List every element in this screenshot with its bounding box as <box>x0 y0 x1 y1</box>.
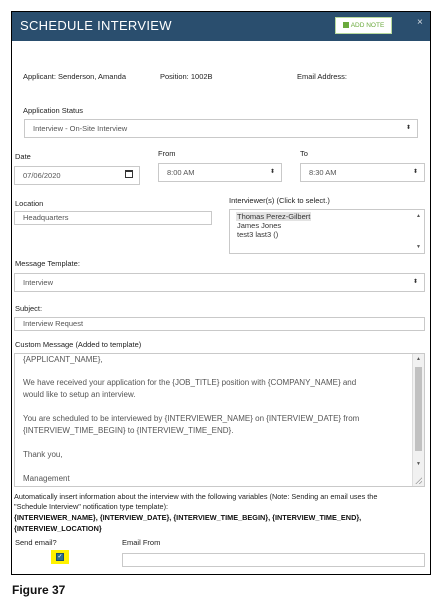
message-template-select[interactable] <box>14 273 425 292</box>
schedule-interview-dialog <box>11 11 431 575</box>
subject-label: Subject: <box>15 304 43 313</box>
message-line: We have received your application for the {JOB_TITLE} position with {COMPANY_NAME} and <box>23 378 357 387</box>
resize-grip-icon[interactable] <box>415 477 422 484</box>
to-time-value: 8:30 AM <box>309 168 337 177</box>
subject-value: Interview Request <box>23 319 84 328</box>
chevron-updown-icon: ⬍ <box>269 169 275 175</box>
variables-list: {INTERVIEW_LOCATION} <box>14 524 102 533</box>
applicant-info: Applicant: Senderson, Amanda <box>23 72 126 81</box>
scroll-up-icon[interactable]: ▲ <box>416 356 421 362</box>
subject-input[interactable] <box>14 317 425 331</box>
application-status-select[interactable] <box>24 119 418 138</box>
interviewer-option-selected[interactable]: Thomas Perez-Gilbert <box>237 212 311 221</box>
variables-note-line: "Schedule Interview" notification type template): <box>14 502 169 511</box>
email-address-info: Email Address: <box>297 72 348 81</box>
note-icon <box>343 22 349 28</box>
add-note-label: ADD NOTE <box>350 22 385 29</box>
scroll-up-icon[interactable]: ▲ <box>416 213 421 219</box>
interviewers-listbox[interactable] <box>229 209 425 254</box>
message-line: Management <box>23 474 70 483</box>
email-from-input[interactable] <box>122 553 425 567</box>
close-icon[interactable]: × <box>417 17 423 28</box>
message-template-value: Interview <box>23 278 54 287</box>
email-from-label: Email From <box>122 538 161 547</box>
message-template-label: Message Template: <box>15 259 80 268</box>
send-email-highlight <box>51 550 69 564</box>
location-input[interactable] <box>14 211 212 225</box>
figure-caption: Figure 37 <box>12 583 66 597</box>
date-input[interactable] <box>14 166 140 185</box>
dialog-header <box>12 12 430 41</box>
position-info: Position: 1002B <box>160 72 213 81</box>
date-value: 07/06/2020 <box>23 171 61 180</box>
message-line: {INTERVIEW_TIME_BEGIN} to {INTERVIEW_TIME_END}. <box>23 426 234 435</box>
chevron-updown-icon: ⬍ <box>412 169 418 175</box>
custom-message-textarea[interactable] <box>14 353 425 487</box>
scroll-down-icon[interactable]: ▼ <box>416 461 421 467</box>
from-time-value: 8:00 AM <box>167 168 195 177</box>
to-time-select[interactable] <box>300 163 425 182</box>
location-label: Location <box>15 199 44 208</box>
variables-list: {INTERVIEWER_NAME}, {INTERVIEW_DATE}, {INTERVIEW_TIME_BEGIN}, {INTERVIEW_TIME_END}, <box>14 513 362 522</box>
from-time-select[interactable] <box>158 163 282 182</box>
message-line: {APPLICANT_NAME}, <box>23 355 103 364</box>
interviewers-label: Interviewer(s) (Click to select.) <box>229 196 330 205</box>
chevron-updown-icon: ⬍ <box>405 125 411 131</box>
message-line: Thank you, <box>23 450 63 459</box>
send-email-checkbox[interactable]: ✓ <box>57 554 63 560</box>
message-scrollbar[interactable] <box>412 354 424 486</box>
scroll-down-icon[interactable]: ▼ <box>416 244 421 250</box>
to-label: To <box>300 149 308 158</box>
date-label: Date <box>15 152 31 161</box>
dialog-title: SCHEDULE INTERVIEW <box>20 18 172 33</box>
send-email-label: Send email? <box>15 538 57 547</box>
interviewer-option[interactable]: test3 last3 () <box>237 230 279 239</box>
scrollbar-thumb[interactable] <box>415 367 422 451</box>
message-line: would like to setup an interview. <box>23 390 136 399</box>
calendar-icon[interactable] <box>125 170 133 178</box>
from-label: From <box>158 149 176 158</box>
application-status-label: Application Status <box>23 106 84 115</box>
chevron-updown-icon: ⬍ <box>412 279 418 285</box>
add-note-button[interactable] <box>335 17 392 34</box>
custom-message-label: Custom Message (Added to template) <box>15 340 142 349</box>
interviewer-option[interactable]: James Jones <box>237 221 282 230</box>
location-value: Headquarters <box>23 213 69 222</box>
message-line: You are scheduled to be interviewed by {INTERVIEWER_NAME} on {INTERVIEW_DATE} from <box>23 414 360 423</box>
application-status-value: Interview - On-Site Interview <box>33 124 128 133</box>
variables-note-line: Automatically insert information about the interview with the following variables (Note: Sending an email uses the <box>14 492 378 501</box>
